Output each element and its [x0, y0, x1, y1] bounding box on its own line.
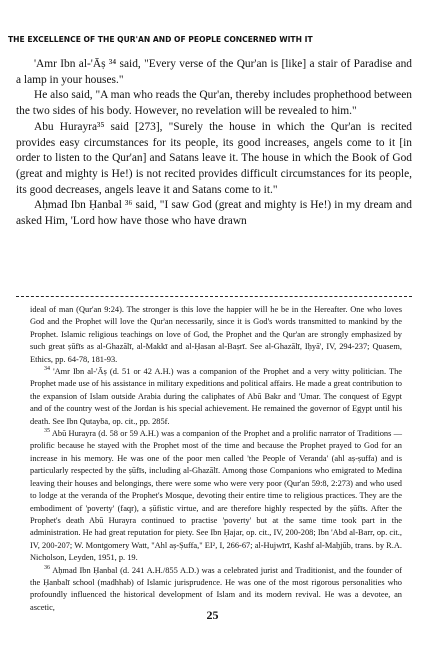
footnote-separator	[16, 296, 412, 297]
footnote-text: Abū Hurayra (d. 58 or 59 A.H.) was a companion of the Prophet and a prolific narrator of Traditions — prolific because he stayed with the Prophet most of the time and because the Prophet prayed to God for an increase in his memory. He was one of the poor men called 'the People of Veranda' (ahl aṣ-ṣuffa) and is particularly respected by the ṣūfīs, including al-Ghazālī. Among those Companions who emigrated to Medina leaving their houses and belongings, there were some who were very poor (Qur'an 59:8, 2:273) and who used to lodge at the veranda of the Prophet's Mosque, devoting their entire time to religious practices. They are the embodiment of 'poverty' (faqr), a ṣūfistic virtue, and are therefore highly respected by the ṣūfīs. After the Prophet's death Abū Hurayra continued to practise 'poverty' but at the same time took part in the administration. He had great reputation for piety. See Ibn Ḥajar, op. cit., IV, 200-208; Ibn 'Abd al-Barr, op. cit., IV, 200-207; W. Montgomery Watt, "Ahl aṣ-Ṣuffa," EI², I, 266-67; al-Hujwīrī, Kashf al-Maḥjūb, trans. by R.A. Nicholson, Leyden, 1951, p. 19.	[30, 429, 402, 563]
body-paragraph: Aḥmad Ibn Ḥanbal ³⁶ said, "I saw God (great and mighty is He!) in my dream and asked Him, 'Lord how have those who have drawn	[16, 199, 412, 228]
footnote-continuation: ideal of man (Qur'an 9:24). The stronger is this love the happier will he be in the Hereafter. One who loves God and the Prophet will love the Qur'an necessarily, since it is God's words transmitted to mankind by the Prophet. Islamic religious teachings on love of God, the Prophet and the Qur'an are strongly emphasized by such great ṣūfīs as al-Ghazālī, al-Makkī and al-Ḥasan al-Baṣrī. See al-Ghazālī, Iḥyā', IV, 294-237; Quasem, Ethics, pp. 64-78, 181-93.	[30, 305, 402, 364]
footnote-35	[30, 428, 402, 564]
footnotes	[30, 304, 402, 614]
body-paragraph: Abu Hurayra³⁵ said [273], "Surely the house in which the Qur'an is recited provides easy circumstances for its people, its good increases, angels come to it [in order to listen to the Qur'an] and Satans leave it. The house in which the Book of God (great and mighty is He!) is not recited provides difficult circumstances for its people, its good decreases, angels leave it and Satans come to it."	[16, 120, 412, 196]
body-paragraph: 'Amr Ibn al-'Āṣ ³⁴ said, "Every verse of the Qur'an is [like] a stair of Paradise and a lamp in your houses."	[16, 58, 412, 86]
main-text	[16, 57, 412, 230]
footnote-34	[30, 366, 402, 428]
footnote-36	[30, 565, 402, 615]
page-number: 25	[206, 608, 219, 622]
footnote-text: Aḥmad Ibn Ḥanbal (d. 241 A.H./855 A.D.) was a celebrated jurist and Traditionist, and the founder of the Ḥanbalī school (madhhab) of Islamic jurisprudence. He was one of the most rigorous personalities who profoundly influenced the historical development of Islam and its modern revival. He was a devotee, an ascetic,	[30, 565, 402, 612]
body-paragraph: He also said, "A man who reads the Qur'an, thereby includes prophethood between the two sides of his body. However, no revelation will be revealed to him."	[16, 89, 412, 118]
footnote-number: 34	[44, 366, 50, 373]
running-header: THE EXCELLENCE OF THE QUR'AN AND OF PEOPLE CONCERNED WITH IT	[8, 35, 313, 44]
footnote-text: 'Amr Ibn al-'Āṣ (d. 51 or 42 A.H.) was a companion of the Prophet and a very witty politician. The Prophet made use of his assistance in military expeditions and political affairs. He made a great contribution to the expansion of Islam outside Arabia during the caliphates of Abū Bakr and 'Umar. The conquest of Egypt and of the country west of the Jordan is his special achievement. He remained the governor of Egypt until his death. See Ibn Qutayba, op. cit., pp. 285f.	[30, 367, 402, 426]
footnote-number: 36	[44, 564, 50, 571]
footnote-number: 35	[44, 428, 50, 435]
